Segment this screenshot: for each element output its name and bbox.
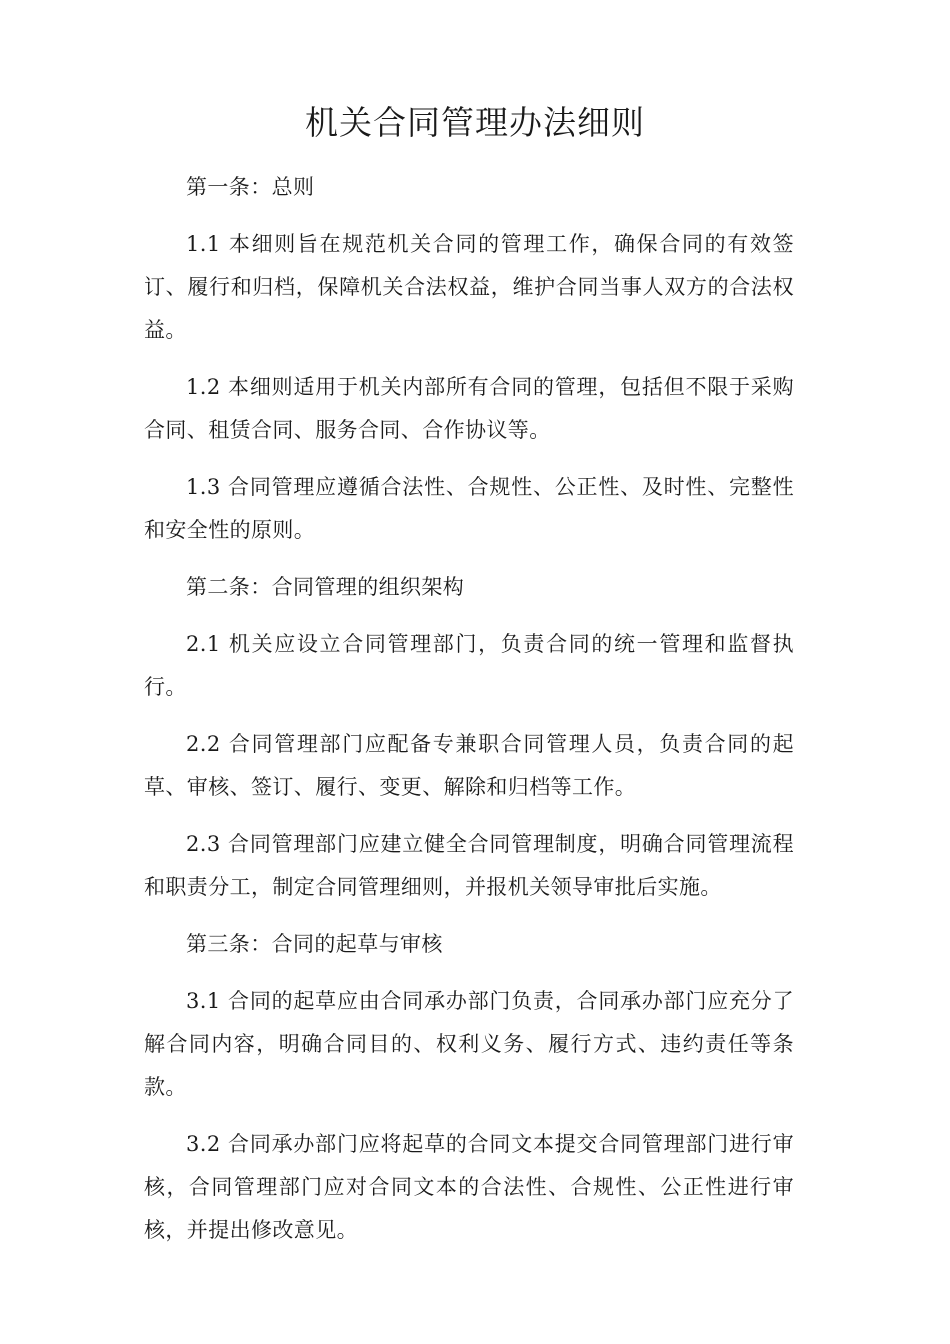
clause-1-1: 1.1 本细则旨在规范机关合同的管理工作，确保合同的有效签订、履行和归档，保障机关合法权益，维护合同当事人双方的合法权益。 (144, 232, 794, 342)
document-title: 机关合同管理办法细则 (305, 103, 645, 142)
clause-1-3: 1.3 合同管理应遵循合法性、合规性、公正性、及时性、完整性和安全性的原则。 (144, 475, 794, 542)
clause-3-2: 3.2 合同承办部门应将起草的合同文本提交合同管理部门进行审核，合同管理部门应对合同文本的合法性、合规性、公正性进行审核，并提出修改意见。 (144, 1132, 794, 1242)
clause-2-3: 2.3 合同管理部门应建立健全合同管理制度，明确合同管理流程和职责分工，制定合同管理细则，并报机关领导审批后实施。 (144, 832, 794, 899)
section-heading-2: 第二条：合同管理的组织架构 (186, 575, 465, 599)
clause-1-2: 1.2 本细则适用于机关内部所有合同的管理，包括但不限于采购合同、租赁合同、服务合同、合作协议等。 (144, 375, 794, 442)
document-body (144, 166, 794, 1266)
section-heading-1: 第一条：总则 (186, 175, 315, 199)
clause-2-2: 2.2 合同管理部门应配备专兼职合同管理人员，负责合同的起草、审核、签订、履行、变更、解除和归档等工作。 (144, 732, 794, 799)
clause-3-1: 3.1 合同的起草应由合同承办部门负责，合同承办部门应充分了解合同内容，明确合同目的、权利义务、履行方式、违约责任等条款。 (144, 989, 794, 1099)
clause-2-1: 2.1 机关应设立合同管理部门，负责合同的统一管理和监督执行。 (144, 632, 794, 699)
section-heading-3: 第三条：合同的起草与审核 (186, 932, 443, 956)
